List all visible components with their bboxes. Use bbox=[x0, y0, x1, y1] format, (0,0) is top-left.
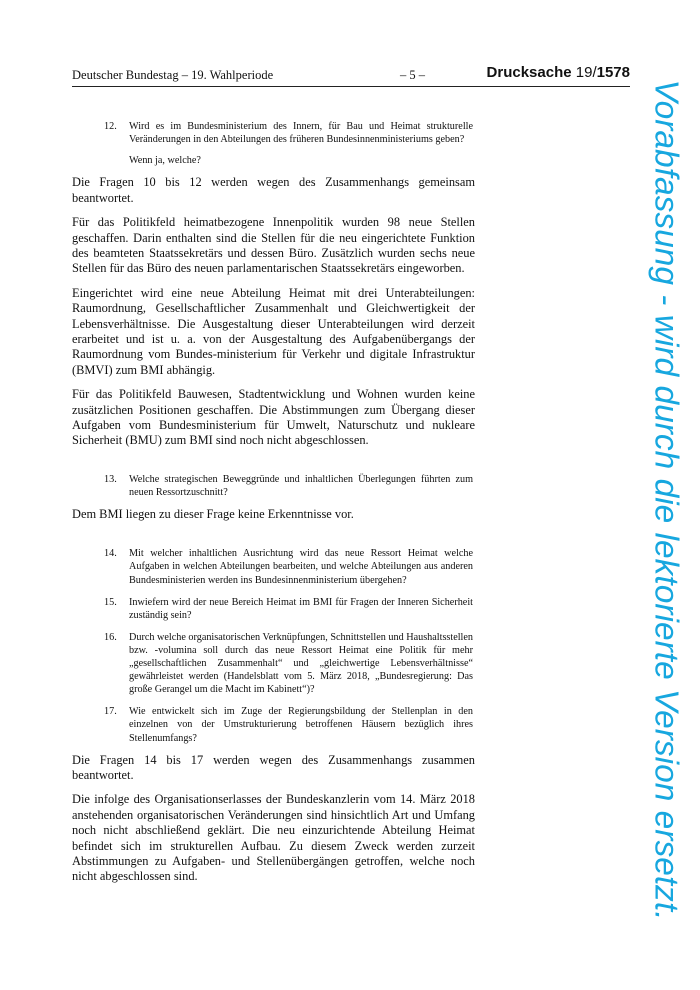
question-text: Wie entwickelt sich im Zuge der Regierungsbildung der Stellenplan in den einzelnen von der Umstrukturierung betroffenen Häusern bezüglich ihres Stellenumfangs? bbox=[129, 706, 473, 744]
question-text: Mit welcher inhaltlichen Ausrichtung wird das neue Ressort Heimat welche Aufgaben in welchen Abteilungen bearbeiten, und welche Abteilungen aus anderen Bundesministerien werden ins Bundesinnenministerium übergehen? bbox=[129, 548, 473, 586]
question-12 bbox=[104, 120, 473, 146]
header-parliament: Deutscher Bundestag – 19. Wahlperiode bbox=[72, 68, 274, 82]
draft-watermark bbox=[643, 79, 687, 921]
question-text: Wird es im Bundesministerium des Innern, für Bau und Heimat strukturelle Veränderungen in den Abteilungen des früheren Bundesinnenministeriums geben? bbox=[129, 121, 473, 146]
page-header bbox=[72, 66, 630, 87]
question-14 bbox=[104, 547, 473, 586]
question-text: Welche strategischen Beweggründe und inhaltlichen Überlegungen führten zum neuen Ressortzuschnitt? bbox=[129, 473, 473, 498]
answer-paragraph-2: Eingerichtet wird eine neue Abteilung Heimat mit drei Unterabteilungen: Raumordnung, Gesellschaftlicher Zusammenhalt und Gleichwertigkeit der Lebensverhältnisse. Die Ausgestaltung dieser Unterabteilungen wird derzeit erarbeitet und ist u. a. von der Ausgestaltung des Aufgabenübergangs der Raumordnung vom Bundes-ministerium für Verkehr und digitale Infrastruktur (BMVI) zum BMI abhängig. bbox=[72, 285, 475, 377]
answer-10-12: Die Fragen 10 bis 12 werden wegen des Zusammenhangs gemeinsam beantwortet. bbox=[72, 175, 475, 205]
question-number: 15. bbox=[104, 596, 117, 608]
question-number: 14. bbox=[104, 548, 117, 560]
document-number bbox=[487, 64, 630, 81]
question-text: Inwiefern wird der neue Bereich Heimat im BMI für Fragen der Inneren Sicherheit zuständig sein? bbox=[129, 596, 473, 621]
question-number: 17. bbox=[104, 706, 117, 718]
answer-13: Dem BMI liegen zu dieser Frage keine Erkenntnisse vor. bbox=[72, 506, 354, 521]
question-number: 12. bbox=[104, 121, 117, 132]
question-number: 16. bbox=[104, 631, 117, 643]
question-number: 13. bbox=[104, 473, 117, 485]
document-number-prefix: 19/ bbox=[575, 64, 597, 81]
document-number-main: 1578 bbox=[596, 64, 630, 81]
question-17 bbox=[104, 705, 473, 744]
answer-14-17: Die Fragen 14 bis 17 werden wegen des Zusammenhangs zusammen beantwortet. bbox=[72, 752, 475, 782]
question-12-followup: Wenn ja, welche? bbox=[129, 155, 201, 167]
answer-paragraph-3: Für das Politikfeld Bauwesen, Stadtentwicklung und Wohnen wurden keine zusätzlichen Positionen geschaffen. Die Abstimmungen zum Übergang dieser Aufgaben vom Bundesministerium für Umwelt, Naturschutz und nukleare Sicherheit (BMU) zum BMI sind noch nicht abgeschlossen. bbox=[72, 387, 475, 448]
answer-paragraph-1: Für das Politikfeld heimatbezogene Innenpolitik wurden 98 neue Stellen geschaffen. Darin enthalten sind die Stellen für die neu eingerichtete Funktion des beamteten Staatssekretärs und dessen Büro. Zusätzlich wurden sechs neue Stellen für das Büro des neuen parlamentarischen Staatssekretärs eingeworben. bbox=[72, 215, 475, 276]
answer-paragraph-4: Die infolge des Organisationserlasses der Bundeskanzlerin vom 14. März 2018 anstehenden organisatorischen Veränderungen sind hinsichtlich Art und Umfang noch nicht abschließend geklärt. Die neu einzurichtende Abteilung Heimat befindet sich im strukturellen Aufbau. Zu diesem Zweck werden zurzeit Abstimmungen zu Aufgaben- und Stellenübergängen getroffen, welche noch nicht abgeschlossen sind. bbox=[72, 792, 475, 884]
question-15 bbox=[104, 596, 473, 622]
question-13 bbox=[104, 473, 473, 499]
question-text: Durch welche organisatorischen Verknüpfungen, Schnittstellen und Haushaltsstellen bzw. -volumina soll durch das neue Ressort Heimat eine Politik für mehr „gesellschaftlichen Zusammenhalt“ und „gleichwertige Lebensverhältnisse“ gewährleistet werden (Handelsblatt vom 5. März 2018, „Bundesregierung: Das große Gerangel um die Macht im Kabinett“)? bbox=[129, 631, 473, 696]
document-label: Drucksache bbox=[486, 64, 572, 81]
watermark-text: Vorabfassung - wird durch die lektorierte Version ersetzt. bbox=[647, 79, 685, 921]
page-number: – 5 – bbox=[400, 68, 425, 82]
question-16 bbox=[104, 631, 473, 696]
page-body bbox=[72, 120, 475, 885]
